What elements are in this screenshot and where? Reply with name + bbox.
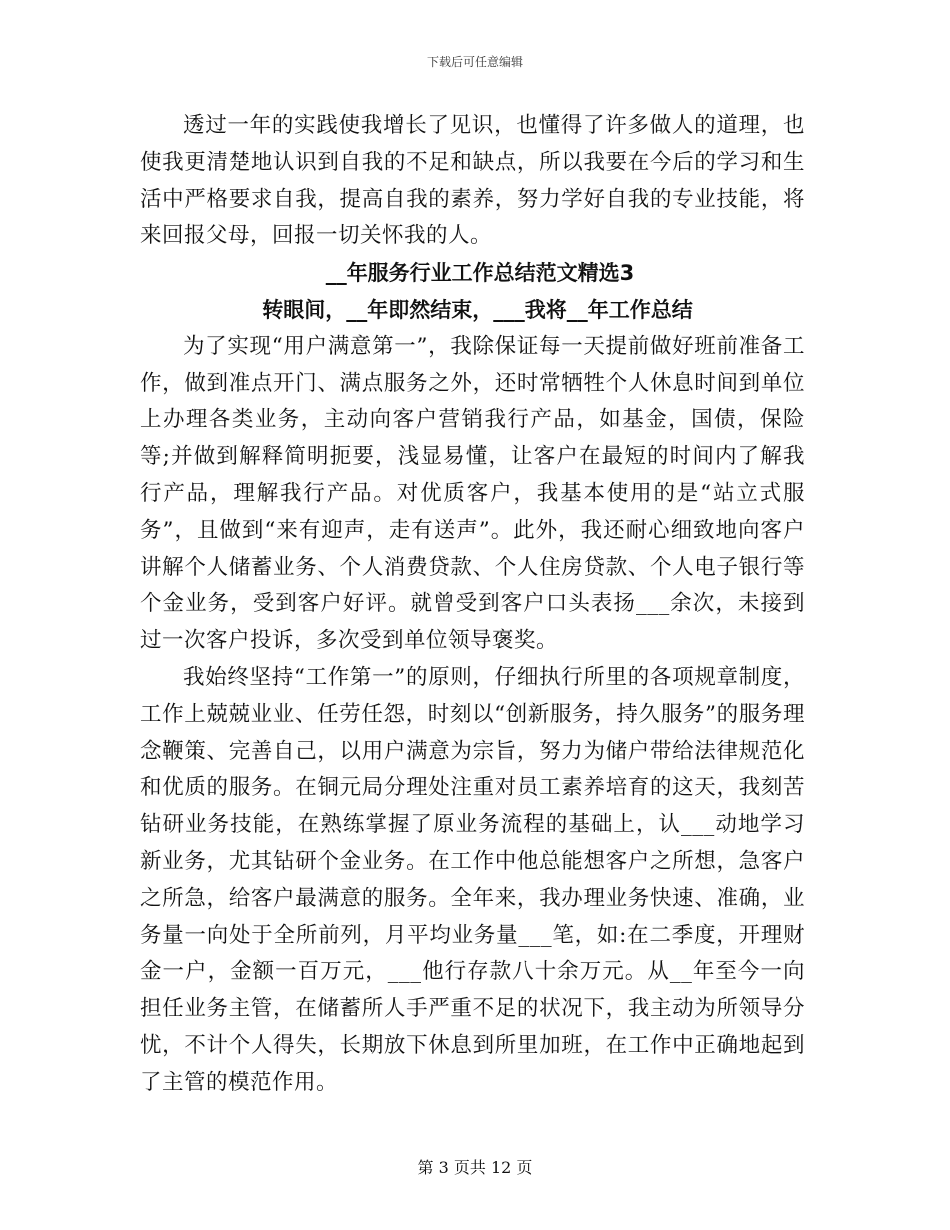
page-header: 下载后可任意编辑 xyxy=(426,55,523,69)
paragraph-reflection: 透过一年的实践使我增长了见识，也懂得了许多做人的道理，也使我更清楚地认识到自我的不足和缺点，所以我要在今后的学习和生活中严格要求自我，提高自我的素养，努力学好自我的专业技能，将来回报父母，回报一切关怀我的人。 xyxy=(140,113,805,249)
document-body xyxy=(140,108,805,1102)
paragraph-customer-service: 为了实现“用户满意第一”，我除保证每一天提前做好班前准备工作，做到准点开门、满点服务之外，还时常牺牲个人休息时间到单位上办理各类业务，主动向客户营销我行产品，如基金，国债，保险等;并做到解释简明扼要，浅显易懂，让客户在最短的时间内了解我行产品，理解我行产品。对优质客户，我基本使用的是“站立式服务”，且做到“来有迎声，走有送声”。此外，我还耐心细致地向客户讲解个人储蓄业务、个人消费贷款、个人住房贷款、个人电子银行等个金业务，受到客户好评。就曾受到客户口头表扬___余次，未接到过一次客户投诉，多次受到单位领导褒奖。 xyxy=(140,333,805,654)
paragraph-work-principles: 我始终坚持“工作第一”的原则，仔细执行所里的各项规章制度，工作上兢兢业业、任劳任怨，时刻以“创新服务，持久服务”的服务理念鞭策、完善自己，以用户满意为宗旨，努力为储户带给法律规范化和优质的服务。在铜元局分理处注重对员工素养培育的这天，我刻苦钻研业务技能，在熟练掌握了原业务流程的基础上，认___动地学习新业务，尤其钻研个金业务。在工作中他总能想客户之所想，急客户之所急，给客户最满意的服务。全年来，我办理业务快速、准确，业务量一向处于全所前列，月平均业务量___笔，如:在二季度，开理财金一户，金额一百万元，___他行存款八十余万元。从__年至今一向担任业务主管，在储蓄所人手严重不足的状况下，我主动为所领导分忧，不计个人得失，长期放下休息到所里加班，在工作中正确地起到了主管的模范作用。 xyxy=(140,664,805,1095)
section-subtitle: 转眼间，__年即然结束，___我将__年工作总结 xyxy=(262,297,693,322)
page-number: 第 3 页共 12 页 xyxy=(417,1158,533,1177)
section-title: __年服务行业工作总结范文精选3 xyxy=(325,261,635,286)
